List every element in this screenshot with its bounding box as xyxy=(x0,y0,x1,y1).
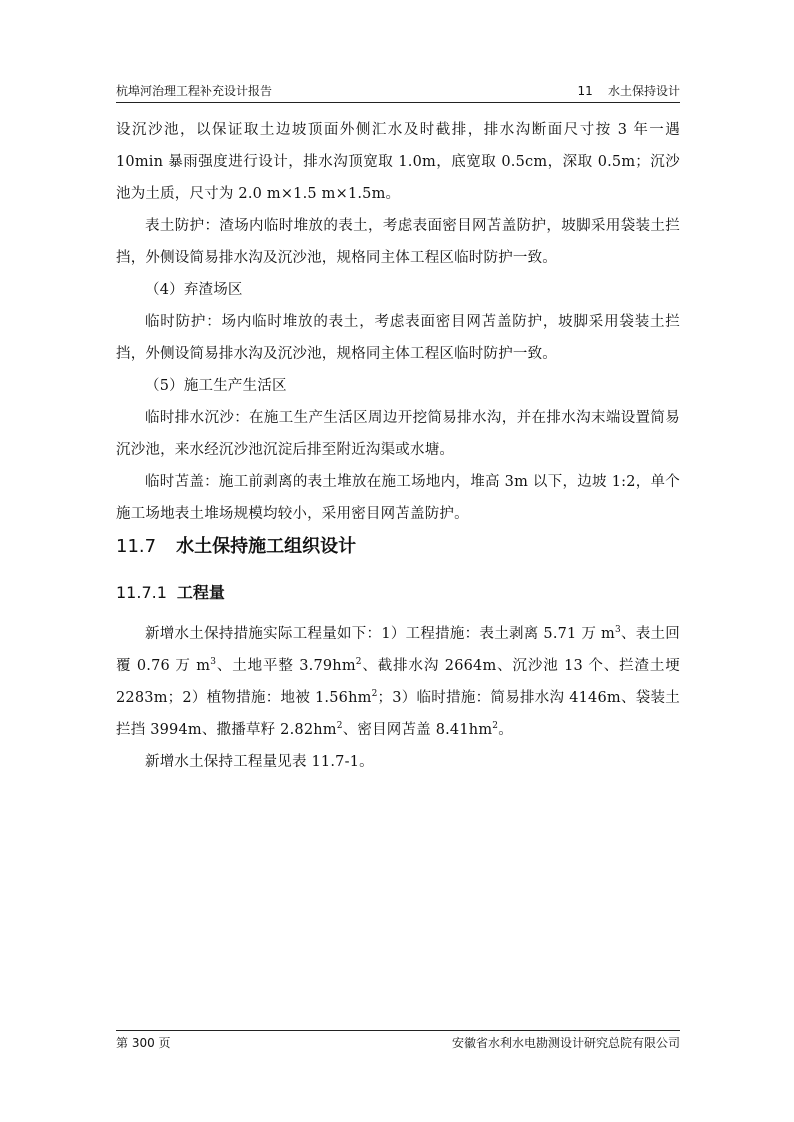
subheading-construction-living-area: （5）施工生产生活区 xyxy=(145,378,287,394)
subsection-heading-11-7-1 xyxy=(116,580,225,606)
section-heading-11-7 xyxy=(116,532,356,562)
subsection-title: 工程量 xyxy=(176,583,225,602)
quantities-text-3: 、土地平整 3.79hm xyxy=(216,658,356,674)
paragraph-temporary-drainage: 临时排水沉沙：在施工生产生活区周边开挖简易排水沟，并在排水沟末端设置简易沉沙池，来水经沉沙池沉淀后排至附近沟渠或水塘。 xyxy=(116,410,680,458)
quantities-text-4: 、截排水沟 2664m、沉沙池 13 个、拦渣土埂 2283m；2）植物措施：地被 1.56hm xyxy=(116,658,680,706)
header-rule xyxy=(116,102,680,103)
paragraph-temporary-protection: 临时防护：场内临时堆放的表土，考虑表面密目网苫盖防护，坡脚采用袋装土拦挡，外侧设简易排水沟及沉沙池，规格同主体工程区临时防护一致。 xyxy=(116,314,680,362)
paragraph-quantities xyxy=(116,618,680,746)
superscript: 2 xyxy=(355,657,362,668)
paragraph-topsoil-protection: 表土防护：渣场内临时堆放的表土，考虑表面密目网苫盖防护，坡脚采用袋装土拦挡，外侧设简易排水沟及沉沙池，规格同主体工程区临时防护一致。 xyxy=(116,218,680,266)
section-a-body xyxy=(116,114,680,530)
subheading-spoil-area: （4）弃渣场区 xyxy=(145,282,243,298)
page-number: 第 300 页 xyxy=(116,1036,171,1050)
paragraph-sediment-pond: 设沉沙池，以保证取土边坡顶面外侧汇水及时截排，排水沟断面尺寸按 3 年一遇10min 暴雨强度进行设计，排水沟顶宽取 1.0m，底宽取 0.5cm，深取 0.5m；沉沙池为土质，尺寸为 2.0 m×1.5 m×1.5m。 xyxy=(116,122,680,202)
quantities-text-2: 、表土回覆 0.76 万 m xyxy=(116,626,680,674)
paragraph-table-reference: 新增水土保持工程量见表 11.7-1。 xyxy=(145,754,374,770)
superscript: 2 xyxy=(492,721,499,732)
footer-rule xyxy=(116,1030,680,1031)
quantities-text-6: 、密目网苫盖 8.41hm xyxy=(342,722,493,738)
subsection-number: 11.7.1 xyxy=(116,583,167,602)
running-header-chapter: 11 水土保持设计 xyxy=(577,84,680,98)
quantities-text-7: 。 xyxy=(498,722,513,738)
superscript: 3 xyxy=(210,657,217,668)
paragraph-temporary-cover: 临时苫盖：施工前剥离的表土堆放在施工场地内，堆高 3m 以下，边坡 1:2，单个施工场地表土堆场规模均较小，采用密目网苫盖防护。 xyxy=(116,474,680,522)
section-number: 11.7 xyxy=(116,536,157,557)
superscript: 3 xyxy=(614,625,621,636)
running-header-title: 杭埠河治理工程补充设计报告 xyxy=(116,84,273,98)
organization-name: 安徽省水利水电勘测设计研究总院有限公司 xyxy=(451,1036,680,1050)
superscript: 2 xyxy=(336,721,343,732)
section-b-body xyxy=(116,618,680,778)
superscript: 2 xyxy=(371,689,378,700)
quantities-text-1: 新增水土保持措施实际工程量如下：1）工程措施：表土剥离 5.71 万 m xyxy=(145,626,615,642)
quantities-text-5: ；3）临时措施：简易排水沟 4146m、袋装土拦挡 3994m、撒播草籽 2.82hm xyxy=(116,690,680,738)
section-title: 水土保持施工组织设计 xyxy=(176,536,357,557)
